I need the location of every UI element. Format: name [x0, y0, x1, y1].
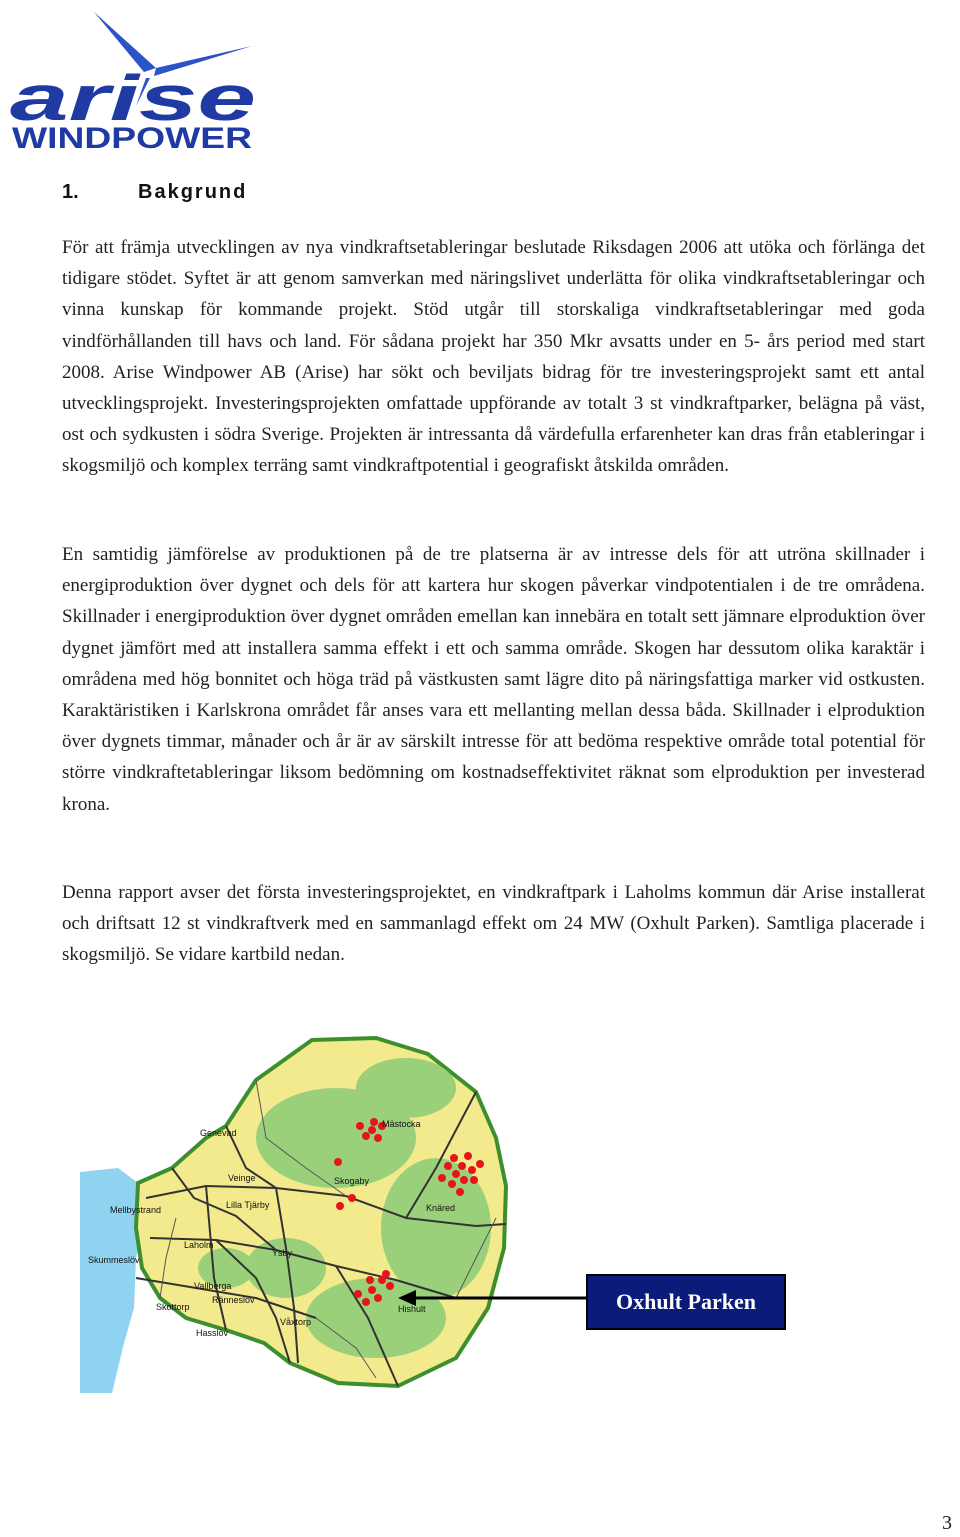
page-number: 3	[942, 1512, 952, 1534]
place-label-mellbystrand: Mellbystrand	[110, 1205, 162, 1215]
place-label-vallberga: Vallberga	[194, 1281, 232, 1291]
paragraph-comparison: En samtidig jämförelse av produktionen på de tre platserna är av intresse dels för att utröna skillnader i energiproduktion över dygnet och dels för att kartera hur skogen påverkar vindpotentialen i de tre områdena. Skillnader i energiproduktion över dygnet områden emellan kan innebära en totalt sett jämnare elproduktion över dygnet jämfört med att installera samma effekt i ett och samma område. Skogen har dessutom olika karaktär i områdena med hög bonnitet och höga träd på västkusten samt lägre dito på näringsfattiga marker vid ostkusten. Karaktäristiken i Karlskrona området får anses vara ett mellanting mellan dessa båda. Skillnader i elproduktion över dygnets timmar, månader och år är av särskilt intresse för att bedöma respektive område total potential för större vindkraftetableringar liksom bedömning om kostnadseffektivitet räknat som elproduktion per investerad krona.	[62, 544, 925, 815]
place-label-knared: Knäred	[426, 1203, 456, 1213]
place-label-skogaby: Skogaby	[334, 1176, 370, 1186]
place-label-vaxtorp: Våxtorp	[280, 1317, 312, 1327]
place-label-ysby: Ysby	[272, 1248, 293, 1258]
place-label-ranneslov: Ränneslöv	[212, 1295, 255, 1305]
place-label-skottorp: Skottorp	[156, 1302, 190, 1312]
place-label-skummeslov: Skummeslöv	[88, 1255, 140, 1265]
place-label-genevad: Genevad	[200, 1128, 237, 1138]
logo-wordmark: arise	[10, 62, 256, 134]
logo-subtitle: WINDPOWER	[12, 122, 253, 151]
section-number: 1.	[62, 181, 79, 203]
place-label-mastocka: Mästocka	[382, 1119, 421, 1129]
arise-windpower-logo	[6, 6, 256, 151]
place-label-laholm: Laholm	[184, 1240, 214, 1250]
map-illustration	[76, 1018, 636, 1398]
paragraph-report-scope: Denna rapport avser det första investeringsprojektet, en vindkraftpark i Laholms kommun där Arise installerat och driftsatt 12 st vindkraftverk med en sammanlagd effekt om 24 MW (Oxhult Parken). Samtliga placerade i skogsmiljö. Se vidare kartbild nedan.	[62, 882, 925, 966]
place-label-hasslov: Hasslöv	[196, 1328, 229, 1338]
wind-turbine-logo-icon	[6, 6, 256, 151]
section-heading	[62, 181, 247, 204]
place-label-hishult: Hishult	[398, 1304, 426, 1314]
laholm-municipality-map	[76, 1018, 636, 1398]
section-title: Bakgrund	[138, 181, 248, 203]
paragraph-background: För att främja utvecklingen av nya vindkraftsetableringar beslutade Riksdagen 2006 att utöka och förlänga det tidigare stödet. Syftet är att genom samverkan med näringslivet underlätta för olika vindkraftsetableringar och vinna kunskap för kommande projekt. Stöd utgår till storskaliga vindkraftsetableringar med goda vindförhållanden till havs och land. För sådana projekt har 350 Mkr avsatts under en 5- års period med start 2008. Arise Windpower AB (Arise) har sökt och beviljats bidrag för tre investeringsprojekt samt ett antal utvecklingsprojekt. Investeringsprojekten omfattade uppförande av totalt 3 st vindkraftparker, belägna på väst, ost och sydkusten i södra Sverige. Projekten är intressanta då värdefulla erfarenheter kan dras från etableringar i skogsmiljö och komplex terräng samt vindkraftpotential i geografiskt åtskilda områden.	[62, 237, 925, 477]
place-label-lilla-tjarby: Lilla Tjärby	[226, 1200, 270, 1210]
oxhult-parken-callout: Oxhult Parken	[586, 1274, 786, 1330]
place-label-veinge: Veinge	[228, 1173, 256, 1183]
